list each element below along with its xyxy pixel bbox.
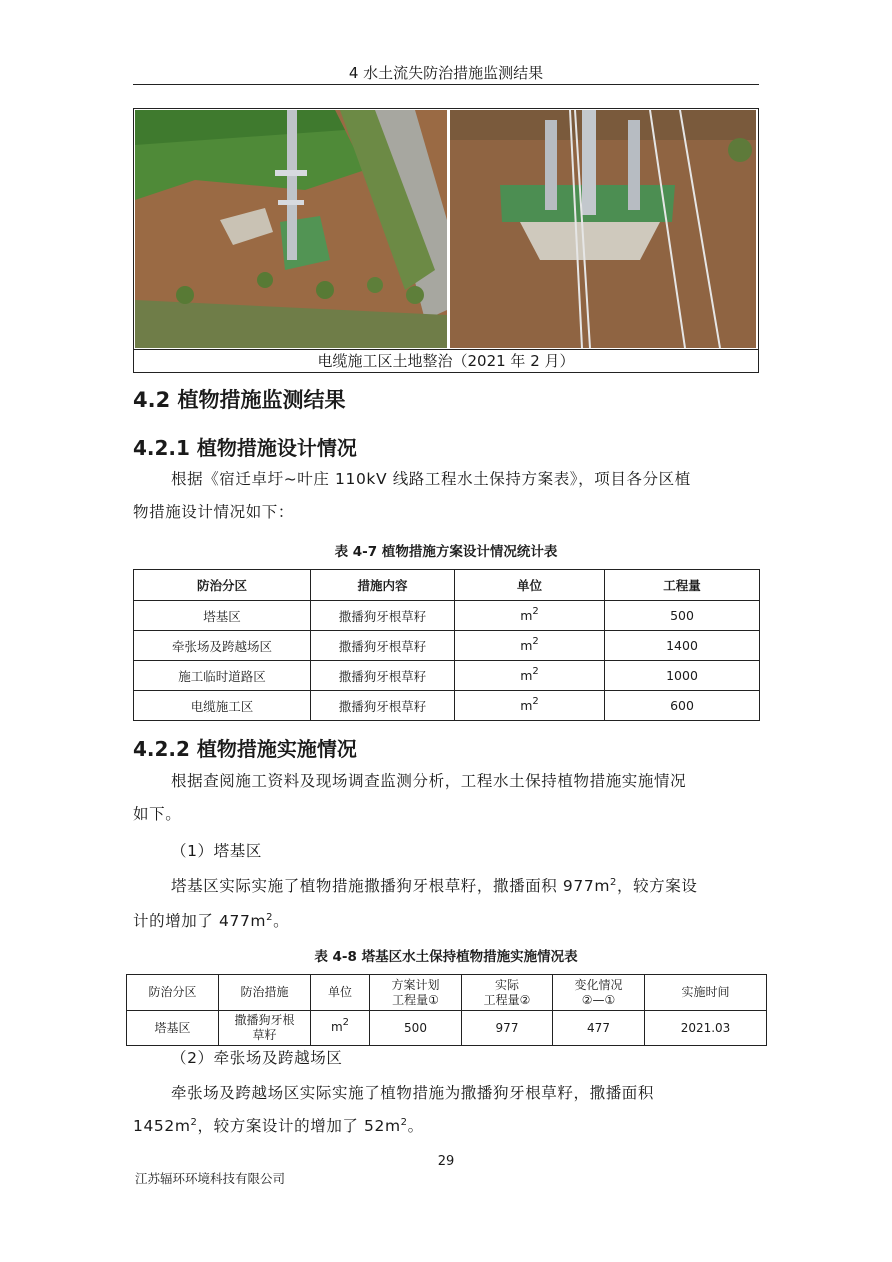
text-run: 。 [273, 912, 290, 930]
table-cell: $m^2$ [455, 601, 605, 631]
table-4-8 [126, 974, 767, 1046]
page-number: 29 [437, 1154, 455, 1169]
header-rule [133, 84, 759, 85]
photo-left-tower-site [135, 110, 447, 348]
table-header: 方案计划 工程量① [370, 975, 462, 1011]
table-row [134, 631, 760, 661]
text-run: 。 [407, 1117, 424, 1135]
superscript: 2 [532, 606, 539, 617]
table-header: 实施时间 [645, 975, 767, 1011]
table-row [134, 601, 760, 631]
photo-caption: 电缆施工区土地整治（2021 年 2 月） [134, 349, 758, 374]
table-header: 实际 工程量② [462, 975, 553, 1011]
table-cell: 施工临时道路区 [134, 661, 311, 691]
table-cell: 1000 [605, 661, 760, 691]
superscript: 2 [400, 1117, 408, 1128]
table-header: 措施内容 [311, 570, 455, 601]
text-run: ，较方案设 [616, 877, 698, 895]
running-header: 4 水土流失防治措施监测结果 [348, 64, 544, 82]
subsection-heading-4-2-1: 4.2.1 植物措施设计情况 [133, 436, 357, 460]
paragraph-tower-area [133, 870, 759, 940]
list-item-tension-area [133, 1042, 759, 1075]
paragraph-implementation [133, 765, 759, 831]
text-run: 牵张场及跨越场区实际实施了植物措施为撒播狗牙根草籽，撒播面积 [171, 1084, 655, 1102]
table-4-7-title: 表 4-7 植物措施方案设计情况统计表 [334, 544, 558, 560]
table-4-7 [133, 569, 760, 721]
table-header: 防治分区 [134, 570, 311, 601]
table-cell: 1400 [605, 631, 760, 661]
superscript: 2 [532, 666, 539, 677]
superscript: 2 [532, 636, 539, 647]
list-item-tower-area [133, 835, 759, 868]
paragraph-tension-area [133, 1077, 759, 1145]
table-4-8-title: 表 4-8 塔基区水土保持植物措施实施情况表 [314, 949, 578, 965]
table-header: 防治分区 [127, 975, 219, 1011]
table-cell: 撒播狗牙根草籽 [311, 661, 455, 691]
table-cell: 电缆施工区 [134, 691, 311, 721]
table-cell: $m^2$ [455, 691, 605, 721]
table-header: 防治措施 [219, 975, 311, 1011]
subsection-heading-4-2-2: 4.2.2 植物措施实施情况 [133, 737, 357, 761]
text-run: ，较方案设计的增加了 52m [197, 1117, 401, 1135]
text-run: 塔基区实际实施了植物措施撒播狗牙根草籽，撒播面积 977m [171, 877, 611, 895]
paragraph-design [133, 463, 759, 529]
superscript: 2 [342, 1017, 350, 1028]
table-row [127, 1011, 767, 1046]
table-cell: 600 [605, 691, 760, 721]
table-cell: $m^2$ [455, 661, 605, 691]
footer-company: 江苏辐环环境科技有限公司 [135, 1171, 286, 1186]
table-cell: 477 [553, 1011, 645, 1046]
table-header: 单位 [311, 975, 370, 1011]
paragraph-line: 根据查阅施工资料及现场调查监测分析，工程水土保持植物措施实施情况 [171, 772, 687, 790]
superscript: 2 [532, 696, 539, 707]
photo-right-tower-base [450, 110, 756, 348]
table-cell: 500 [370, 1011, 462, 1046]
table-cell: 牵张场及跨越场区 [134, 631, 311, 661]
paragraph-line: 物措施设计情况如下： [133, 503, 295, 521]
table-cell: 2021.03 [645, 1011, 767, 1046]
table-cell: 塔基区 [134, 601, 311, 631]
table-row [134, 691, 760, 721]
table-header: 工程量 [605, 570, 760, 601]
superscript: 2 [266, 912, 274, 923]
text-run: 计的增加了 477m [133, 912, 267, 930]
table-cell: 撒播狗牙根草籽 [311, 691, 455, 721]
table-cell: 撒播狗牙根草籽 [311, 631, 455, 661]
list-item-label: （1）塔基区 [171, 842, 262, 860]
table-header: 变化情况 ②—① [553, 975, 645, 1011]
table-cell: 977 [462, 1011, 553, 1046]
photo-panel [133, 108, 759, 373]
table-cell: 撒播狗牙根草籽 [311, 601, 455, 631]
superscript: 2 [190, 1117, 198, 1128]
list-item-label: （2）牵张场及跨越场区 [171, 1049, 343, 1067]
paragraph-line: 根据《宿迁卓圩~叶庄 110kV 线路工程水土保持方案表》，项目各分区植 [171, 470, 691, 488]
table-header: 单位 [455, 570, 605, 601]
section-heading: 4.2 植物措施监测结果 [133, 388, 346, 412]
table-cell: 撒播狗牙根 草籽 [219, 1011, 311, 1046]
text-run: 1452m [133, 1117, 191, 1135]
paragraph-line: 如下。 [133, 805, 182, 823]
superscript: 2 [610, 877, 617, 888]
table-cell: $m^2$ [311, 1011, 370, 1046]
table-row [134, 661, 760, 691]
table-cell: 塔基区 [127, 1011, 219, 1046]
table-cell: 500 [605, 601, 760, 631]
table-cell: $m^2$ [455, 631, 605, 661]
